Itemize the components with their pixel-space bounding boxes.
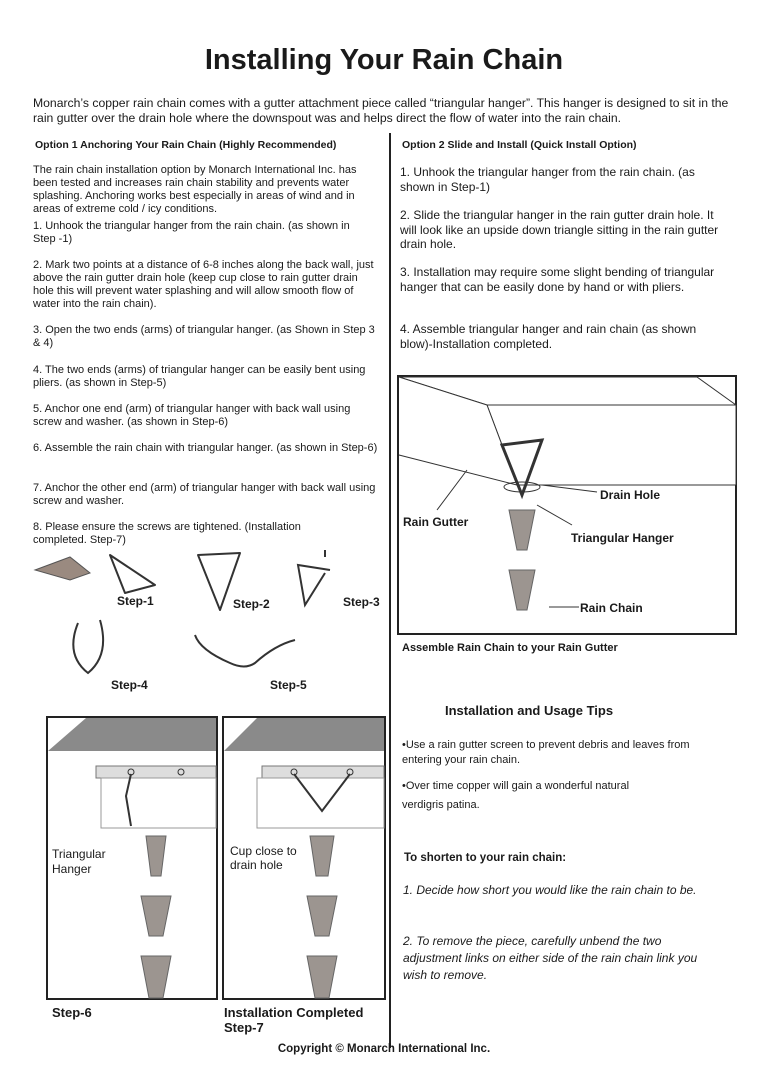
gutter-illustration	[397, 375, 737, 635]
option2-heading: Option 2 Slide and Install (Quick Install Option)	[402, 139, 637, 151]
option1-description: The rain chain installation option by Monarch International Inc. has been tested and increases rain chain stability and prevents water splashing. Anchoring works best especially in areas of wind and in areas of extreme cold / icy conditions.	[33, 164, 357, 215]
option2-step: 3. Installation may require some slight bending of triangular hanger that can be easily done by hand or with pliers.	[400, 265, 715, 294]
step3-label: Step-3	[343, 595, 380, 609]
triangular-hanger-label: Triangular Hanger	[571, 531, 674, 545]
option2-step: 2. Slide the triangular hanger in the rain gutter drain hole. It will look like an upside down triangle sitting in the rain gutter drain hole.	[400, 208, 719, 251]
option1-step: 8. Please ensure the screws are tightened. (Installation completed. Step-7)	[33, 521, 301, 546]
option2-step: 1. Unhook the triangular hanger from the rain chain. (as shown in Step-1)	[400, 165, 695, 194]
option1-step: 2. Mark two points at a distance of 6-8 inches along the back wall, just above the rain gutter drain hole (keep cup close to rain gutter drain hole this will prevent water splashing and will allow smooth flow of water into the rain chain).	[33, 259, 374, 310]
option1-step: 5. Anchor one end (arm) of triangular hanger with back wall using screw and washer. (as shown in Step-6)	[33, 403, 351, 428]
gutter-caption: Assemble Rain Chain to your Rain Gutter	[402, 642, 618, 654]
step6-label: Step-6	[52, 1005, 92, 1020]
option1-step: 1. Unhook the triangular hanger from the rain chain. (as shown in Step -1)	[33, 220, 350, 245]
option1-step: 4. The two ends (arms) of triangular hanger can be easily bent using pliers. (as shown in Step-5)	[33, 364, 366, 389]
step4-label: Step-4	[111, 678, 148, 692]
step5-label: Step-5	[270, 678, 307, 692]
option1-step: 7. Anchor the other end (arm) of triangular hanger with back wall using screw and washer.	[33, 482, 376, 507]
option2-step: 4. Assemble triangular hanger and rain chain (as shown blow)-Installation completed.	[400, 322, 697, 351]
step7-label: Installation Completed Step-7	[224, 1005, 364, 1035]
shorten-item: 1. Decide how short you would like the rain chain to be.	[403, 883, 697, 897]
drain-hole-label: Drain Hole	[600, 488, 661, 502]
option1-step: 6. Assemble the rain chain with triangular hanger. (as shown in Step-6)	[33, 442, 378, 454]
tip-item: •Use a rain gutter screen to prevent debris and leaves from entering your rain chain.	[402, 739, 690, 766]
triangular-hanger-label: Triangular Hanger	[52, 847, 106, 876]
cup-close-label: Cup close to drain hole	[230, 844, 297, 872]
hanger-steps-illustration	[30, 545, 390, 705]
tip-item: •Over time copper will gain a wonderful natural verdigris patina.	[402, 780, 630, 811]
option1-step: 3. Open the two ends (arms) of triangular hanger. (as Shown in Step 3 & 4)	[33, 324, 375, 349]
option1-heading: Option 1 Anchoring Your Rain Chain (Highly Recommended)	[35, 139, 337, 151]
rain-chain-label: Rain Chain	[580, 601, 643, 615]
shorten-heading: To shorten to your rain chain:	[404, 852, 567, 864]
copyright: Copyright © Monarch International Inc.	[277, 1043, 491, 1055]
tips-heading: Installation and Usage Tips	[445, 703, 614, 718]
shorten-item: 2. To remove the piece, carefully unbend the two adjustment links on either side of the rain chain link you wish to remove.	[403, 934, 698, 982]
rain-gutter-label: Rain Gutter	[403, 515, 469, 529]
step1-label: Step-1	[117, 594, 154, 608]
page-title: Installing Your Rain Chain	[204, 44, 564, 76]
step2-label: Step-2	[233, 597, 270, 611]
intro-text: Monarch’s copper rain chain comes with a gutter attachment piece called “triangular hanger”. This hanger is designed to sit in the rain gutter over the drain hole where the downspout was and helps direct the flow of water into the rain chain.	[33, 96, 729, 125]
